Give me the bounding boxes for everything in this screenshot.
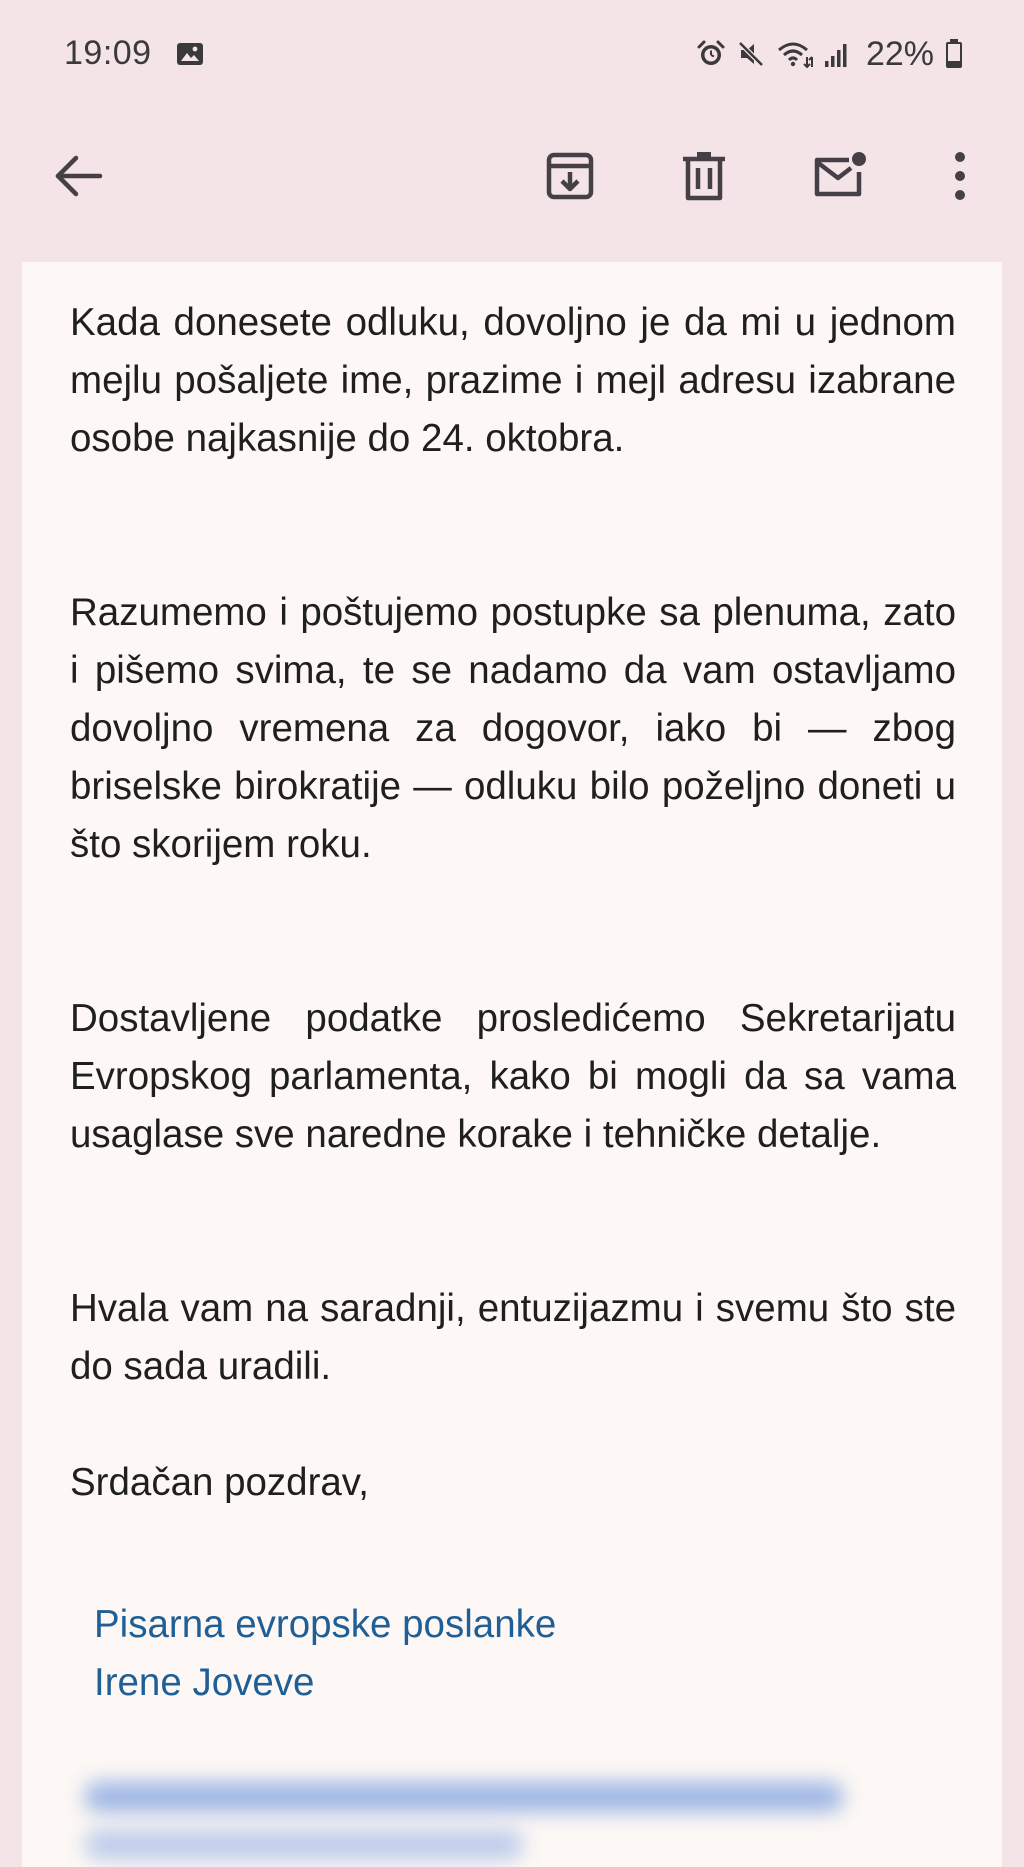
- body-paragraph: Kada donesete odluku, dovoljno je da mi u jednom mejlu pošaljete ime, prazime i mejl adresu izabrane osobe najkasnije do 24. oktobra.: [70, 301, 956, 460]
- blurred-line: [84, 1830, 524, 1860]
- more-options-button[interactable]: [924, 142, 996, 214]
- back-arrow-icon: [52, 154, 104, 203]
- more-vert-icon: [954, 152, 966, 205]
- status-indicators: [696, 34, 964, 74]
- delete-icon: [680, 150, 728, 207]
- alarm-icon: [696, 39, 726, 69]
- blurred-line: [84, 1782, 844, 1812]
- gallery-icon: [176, 42, 204, 66]
- app-bar: [0, 110, 1024, 260]
- battery-percent: 22%: [865, 34, 934, 73]
- battery-icon: [944, 38, 964, 70]
- signature-line-name: Irene Joveve: [94, 1661, 315, 1704]
- message-body: [22, 262, 1002, 1867]
- body-paragraph: Razumemo i poštujemo postupke sa plenuma, zato i pišemo svima, te se nadamo da vam ostavljamo dovoljno vremena za dogovor, iako bi — zbog briselske birokratije — odluku bilo poželjno doneti u što skorijem roku.: [70, 591, 956, 866]
- status-bar: [0, 0, 1024, 110]
- mark-unread-button[interactable]: [804, 142, 876, 214]
- signature-line-office: Pisarna evropske poslanke: [94, 1603, 557, 1646]
- body-paragraph: Dostavljene podatke prosledićemo Sekretarijatu Evropskog parlamenta, kako bi mogli da sa vama usaglase sve naredne korake i tehničke detalje.: [70, 997, 956, 1156]
- mark-unread-icon: [811, 150, 869, 207]
- archive-button[interactable]: [534, 142, 606, 214]
- body-paragraph: Hvala vam na saradnji, entuzijazmu i svemu što ste do sada uradili.: [70, 1287, 956, 1388]
- back-button[interactable]: [42, 142, 114, 214]
- delete-button[interactable]: [668, 142, 740, 214]
- archive-icon: [544, 150, 596, 207]
- blurred-address: [84, 1768, 854, 1858]
- wifi-icon: [776, 39, 814, 69]
- closing-greeting: Srdačan pozdrav,: [70, 1461, 369, 1504]
- mute-icon: [736, 39, 766, 69]
- status-time: 19:09: [64, 34, 152, 72]
- signal-icon: [824, 39, 850, 69]
- signature: [94, 1596, 556, 1712]
